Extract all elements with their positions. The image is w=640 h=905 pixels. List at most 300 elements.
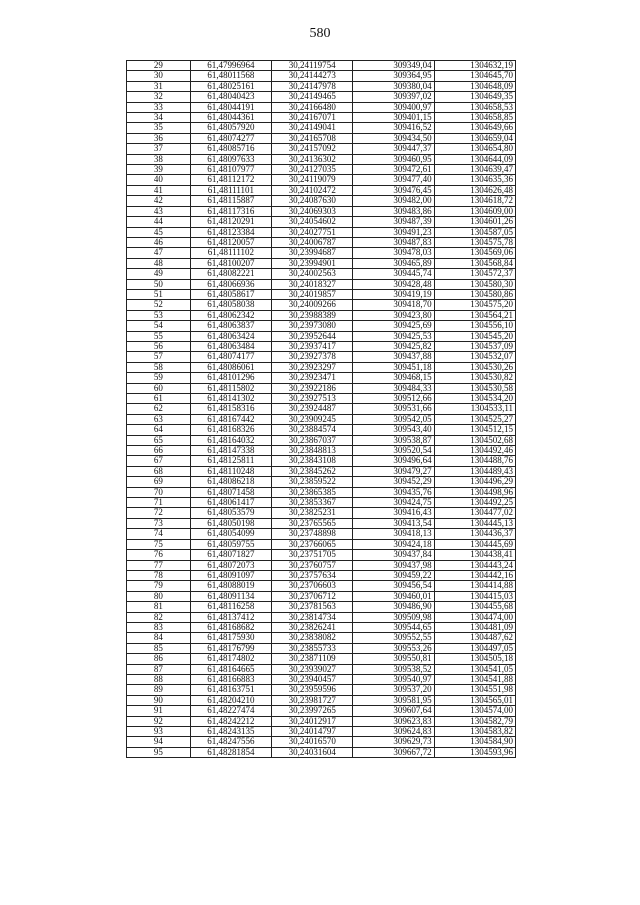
x-coordinate-cell: 309624,83 <box>353 727 434 737</box>
longitude-cell: 30,24012917 <box>272 716 353 726</box>
longitude-cell: 30,24167071 <box>272 113 353 123</box>
table-row <box>127 394 516 404</box>
table-row <box>127 165 516 175</box>
y-coordinate-cell: 1304658,53 <box>434 102 515 112</box>
table-row <box>127 258 516 268</box>
x-coordinate-cell: 309456,54 <box>353 581 434 591</box>
y-coordinate-cell: 1304497,05 <box>434 643 515 653</box>
x-coordinate-cell: 309581,95 <box>353 695 434 705</box>
point-number-cell: 86 <box>127 654 191 664</box>
y-coordinate-cell: 1304582,79 <box>434 716 515 726</box>
table-row <box>127 373 516 383</box>
longitude-cell: 30,24018327 <box>272 279 353 289</box>
y-coordinate-cell: 1304496,29 <box>434 477 515 487</box>
point-number-cell: 82 <box>127 612 191 622</box>
x-coordinate-cell: 309452,29 <box>353 477 434 487</box>
latitude-cell: 61,48107977 <box>190 165 271 175</box>
point-number-cell: 72 <box>127 508 191 518</box>
longitude-cell: 30,23952644 <box>272 331 353 341</box>
y-coordinate-cell: 1304580,30 <box>434 279 515 289</box>
point-number-cell: 45 <box>127 227 191 237</box>
latitude-cell: 61,48166883 <box>190 674 271 684</box>
x-coordinate-cell: 309425,53 <box>353 331 434 341</box>
y-coordinate-cell: 1304492,46 <box>434 446 515 456</box>
table-row <box>127 81 516 91</box>
x-coordinate-cell: 309540,97 <box>353 674 434 684</box>
table-row <box>127 570 516 580</box>
y-coordinate-cell: 1304551,98 <box>434 685 515 695</box>
longitude-cell: 30,24127035 <box>272 165 353 175</box>
longitude-cell: 30,23924487 <box>272 404 353 414</box>
table-body <box>127 61 516 758</box>
x-coordinate-cell: 309413,54 <box>353 518 434 528</box>
point-number-cell: 89 <box>127 685 191 695</box>
point-number-cell: 74 <box>127 529 191 539</box>
table-row <box>127 102 516 112</box>
point-number-cell: 68 <box>127 466 191 476</box>
table-row <box>127 331 516 341</box>
x-coordinate-cell: 309472,61 <box>353 165 434 175</box>
latitude-cell: 61,48175930 <box>190 633 271 643</box>
y-coordinate-cell: 1304443,24 <box>434 560 515 570</box>
point-number-cell: 77 <box>127 560 191 570</box>
x-coordinate-cell: 309435,76 <box>353 487 434 497</box>
longitude-cell: 30,24016570 <box>272 737 353 747</box>
longitude-cell: 30,24149465 <box>272 92 353 102</box>
y-coordinate-cell: 1304492,25 <box>434 498 515 508</box>
y-coordinate-cell: 1304649,66 <box>434 123 515 133</box>
point-number-cell: 46 <box>127 237 191 247</box>
point-number-cell: 94 <box>127 737 191 747</box>
point-number-cell: 38 <box>127 154 191 164</box>
coordinates-table <box>126 60 516 758</box>
y-coordinate-cell: 1304572,37 <box>434 269 515 279</box>
y-coordinate-cell: 1304436,37 <box>434 529 515 539</box>
longitude-cell: 30,23923471 <box>272 373 353 383</box>
y-coordinate-cell: 1304654,80 <box>434 144 515 154</box>
table-row <box>127 518 516 528</box>
latitude-cell: 61,48137412 <box>190 612 271 622</box>
x-coordinate-cell: 309425,82 <box>353 341 434 351</box>
x-coordinate-cell: 309538,87 <box>353 435 434 445</box>
y-coordinate-cell: 1304512,15 <box>434 425 515 435</box>
latitude-cell: 61,48164665 <box>190 664 271 674</box>
latitude-cell: 61,48123384 <box>190 227 271 237</box>
latitude-cell: 61,48147338 <box>190 446 271 456</box>
y-coordinate-cell: 1304584,90 <box>434 737 515 747</box>
y-coordinate-cell: 1304575,78 <box>434 237 515 247</box>
y-coordinate-cell: 1304532,07 <box>434 352 515 362</box>
table-row <box>127 664 516 674</box>
latitude-cell: 61,48111102 <box>190 248 271 258</box>
x-coordinate-cell: 309550,81 <box>353 654 434 664</box>
latitude-cell: 61,48247556 <box>190 737 271 747</box>
latitude-cell: 61,48115802 <box>190 383 271 393</box>
x-coordinate-cell: 309349,04 <box>353 61 434 71</box>
latitude-cell: 61,48164032 <box>190 435 271 445</box>
point-number-cell: 84 <box>127 633 191 643</box>
table-row <box>127 362 516 372</box>
longitude-cell: 30,24119754 <box>272 61 353 71</box>
table-row <box>127 227 516 237</box>
table-row <box>127 622 516 632</box>
y-coordinate-cell: 1304556,10 <box>434 321 515 331</box>
y-coordinate-cell: 1304530,26 <box>434 362 515 372</box>
point-number-cell: 75 <box>127 539 191 549</box>
y-coordinate-cell: 1304477,02 <box>434 508 515 518</box>
table-row <box>127 477 516 487</box>
latitude-cell: 61,48057920 <box>190 123 271 133</box>
x-coordinate-cell: 309437,98 <box>353 560 434 570</box>
x-coordinate-cell: 309486,90 <box>353 602 434 612</box>
longitude-cell: 30,24147978 <box>272 81 353 91</box>
x-coordinate-cell: 309538,52 <box>353 664 434 674</box>
point-number-cell: 35 <box>127 123 191 133</box>
x-coordinate-cell: 309423,80 <box>353 310 434 320</box>
latitude-cell: 61,48112172 <box>190 175 271 185</box>
latitude-cell: 61,48061417 <box>190 498 271 508</box>
x-coordinate-cell: 309531,66 <box>353 404 434 414</box>
latitude-cell: 61,48082221 <box>190 269 271 279</box>
y-coordinate-cell: 1304541,05 <box>434 664 515 674</box>
longitude-cell: 30,23865385 <box>272 487 353 497</box>
x-coordinate-cell: 309629,73 <box>353 737 434 747</box>
latitude-cell: 61,48058038 <box>190 300 271 310</box>
y-coordinate-cell: 1304525,27 <box>434 414 515 424</box>
point-number-cell: 52 <box>127 300 191 310</box>
y-coordinate-cell: 1304530,82 <box>434 373 515 383</box>
table-row <box>127 602 516 612</box>
longitude-cell: 30,23939027 <box>272 664 353 674</box>
y-coordinate-cell: 1304455,68 <box>434 602 515 612</box>
point-number-cell: 66 <box>127 446 191 456</box>
longitude-cell: 30,23927513 <box>272 394 353 404</box>
y-coordinate-cell: 1304635,36 <box>434 175 515 185</box>
y-coordinate-cell: 1304575,20 <box>434 300 515 310</box>
y-coordinate-cell: 1304545,20 <box>434 331 515 341</box>
longitude-cell: 30,23706712 <box>272 591 353 601</box>
table-row <box>127 498 516 508</box>
x-coordinate-cell: 309447,37 <box>353 144 434 154</box>
x-coordinate-cell: 309434,50 <box>353 133 434 143</box>
longitude-cell: 30,23760757 <box>272 560 353 570</box>
table-row <box>127 61 516 71</box>
latitude-cell: 61,48044361 <box>190 113 271 123</box>
latitude-cell: 61,48050198 <box>190 518 271 528</box>
point-number-cell: 73 <box>127 518 191 528</box>
longitude-cell: 30,24149041 <box>272 123 353 133</box>
x-coordinate-cell: 309537,20 <box>353 685 434 695</box>
latitude-cell: 61,48074177 <box>190 352 271 362</box>
table-row <box>127 144 516 154</box>
x-coordinate-cell: 309487,83 <box>353 237 434 247</box>
x-coordinate-cell: 309460,01 <box>353 591 434 601</box>
longitude-cell: 30,23848813 <box>272 446 353 456</box>
latitude-cell: 61,48158316 <box>190 404 271 414</box>
latitude-cell: 61,48053579 <box>190 508 271 518</box>
point-number-cell: 92 <box>127 716 191 726</box>
x-coordinate-cell: 309476,45 <box>353 185 434 195</box>
latitude-cell: 61,48025161 <box>190 81 271 91</box>
table-row <box>127 414 516 424</box>
table-row <box>127 747 516 757</box>
longitude-cell: 30,24136302 <box>272 154 353 164</box>
longitude-cell: 30,23884574 <box>272 425 353 435</box>
longitude-cell: 30,24054602 <box>272 217 353 227</box>
latitude-cell: 61,48281854 <box>190 747 271 757</box>
x-coordinate-cell: 309487,39 <box>353 217 434 227</box>
table-row <box>127 113 516 123</box>
point-number-cell: 67 <box>127 456 191 466</box>
y-coordinate-cell: 1304488,76 <box>434 456 515 466</box>
table-row <box>127 529 516 539</box>
latitude-cell: 61,48062342 <box>190 310 271 320</box>
table-row <box>127 71 516 81</box>
table-row <box>127 196 516 206</box>
point-number-cell: 93 <box>127 727 191 737</box>
y-coordinate-cell: 1304481,09 <box>434 622 515 632</box>
point-number-cell: 33 <box>127 102 191 112</box>
table-row <box>127 550 516 560</box>
y-coordinate-cell: 1304415,03 <box>434 591 515 601</box>
longitude-cell: 30,24157092 <box>272 144 353 154</box>
longitude-cell: 30,23766065 <box>272 539 353 549</box>
table-row <box>127 289 516 299</box>
x-coordinate-cell: 309482,00 <box>353 196 434 206</box>
latitude-cell: 61,48117316 <box>190 206 271 216</box>
x-coordinate-cell: 309419,19 <box>353 289 434 299</box>
y-coordinate-cell: 1304445,69 <box>434 539 515 549</box>
longitude-cell: 30,23751705 <box>272 550 353 560</box>
y-coordinate-cell: 1304474,00 <box>434 612 515 622</box>
table-row <box>127 612 516 622</box>
longitude-cell: 30,24166480 <box>272 102 353 112</box>
x-coordinate-cell: 309468,15 <box>353 373 434 383</box>
longitude-cell: 30,23814734 <box>272 612 353 622</box>
x-coordinate-cell: 309416,52 <box>353 123 434 133</box>
x-coordinate-cell: 309437,88 <box>353 352 434 362</box>
point-number-cell: 85 <box>127 643 191 653</box>
latitude-cell: 61,48163751 <box>190 685 271 695</box>
latitude-cell: 61,48086218 <box>190 477 271 487</box>
x-coordinate-cell: 309465,89 <box>353 258 434 268</box>
longitude-cell: 30,24006787 <box>272 237 353 247</box>
latitude-cell: 61,48167442 <box>190 414 271 424</box>
latitude-cell: 61,48063424 <box>190 331 271 341</box>
longitude-cell: 30,23940457 <box>272 674 353 684</box>
y-coordinate-cell: 1304445,13 <box>434 518 515 528</box>
table-row <box>127 727 516 737</box>
latitude-cell: 61,48044191 <box>190 102 271 112</box>
point-number-cell: 31 <box>127 81 191 91</box>
point-number-cell: 49 <box>127 269 191 279</box>
longitude-cell: 30,23706603 <box>272 581 353 591</box>
longitude-cell: 30,23748898 <box>272 529 353 539</box>
point-number-cell: 40 <box>127 175 191 185</box>
x-coordinate-cell: 309451,18 <box>353 362 434 372</box>
table-row <box>127 508 516 518</box>
longitude-cell: 30,23994901 <box>272 258 353 268</box>
table-row <box>127 487 516 497</box>
point-number-cell: 42 <box>127 196 191 206</box>
longitude-cell: 30,23923297 <box>272 362 353 372</box>
table-row <box>127 175 516 185</box>
point-number-cell: 65 <box>127 435 191 445</box>
x-coordinate-cell: 309543,40 <box>353 425 434 435</box>
longitude-cell: 30,23826241 <box>272 622 353 632</box>
x-coordinate-cell: 309400,97 <box>353 102 434 112</box>
x-coordinate-cell: 309460,95 <box>353 154 434 164</box>
longitude-cell: 30,24102472 <box>272 185 353 195</box>
y-coordinate-cell: 1304632,19 <box>434 61 515 71</box>
latitude-cell: 61,48125811 <box>190 456 271 466</box>
point-number-cell: 57 <box>127 352 191 362</box>
table-row <box>127 706 516 716</box>
longitude-cell: 30,23757634 <box>272 570 353 580</box>
y-coordinate-cell: 1304537,09 <box>434 341 515 351</box>
longitude-cell: 30,23859522 <box>272 477 353 487</box>
latitude-cell: 61,48071458 <box>190 487 271 497</box>
point-number-cell: 47 <box>127 248 191 258</box>
point-number-cell: 88 <box>127 674 191 684</box>
x-coordinate-cell: 309424,75 <box>353 498 434 508</box>
x-coordinate-cell: 309418,70 <box>353 300 434 310</box>
point-number-cell: 70 <box>127 487 191 497</box>
longitude-cell: 30,23838082 <box>272 633 353 643</box>
y-coordinate-cell: 1304442,16 <box>434 570 515 580</box>
latitude-cell: 61,48204210 <box>190 695 271 705</box>
table-row <box>127 279 516 289</box>
point-number-cell: 53 <box>127 310 191 320</box>
y-coordinate-cell: 1304583,82 <box>434 727 515 737</box>
y-coordinate-cell: 1304648,09 <box>434 81 515 91</box>
y-coordinate-cell: 1304587,05 <box>434 227 515 237</box>
table-row <box>127 341 516 351</box>
latitude-cell: 61,48174802 <box>190 654 271 664</box>
longitude-cell: 30,24144273 <box>272 71 353 81</box>
point-number-cell: 29 <box>127 61 191 71</box>
table-row <box>127 560 516 570</box>
longitude-cell: 30,24014797 <box>272 727 353 737</box>
x-coordinate-cell: 309459,22 <box>353 570 434 580</box>
point-number-cell: 90 <box>127 695 191 705</box>
latitude-cell: 61,48120057 <box>190 237 271 247</box>
table-row <box>127 466 516 476</box>
x-coordinate-cell: 309445,74 <box>353 269 434 279</box>
x-coordinate-cell: 309437,84 <box>353 550 434 560</box>
point-number-cell: 95 <box>127 747 191 757</box>
y-coordinate-cell: 1304502,68 <box>434 435 515 445</box>
longitude-cell: 30,24031604 <box>272 747 353 757</box>
point-number-cell: 36 <box>127 133 191 143</box>
latitude-cell: 61,48242212 <box>190 716 271 726</box>
latitude-cell: 61,48116258 <box>190 602 271 612</box>
y-coordinate-cell: 1304626,48 <box>434 185 515 195</box>
y-coordinate-cell: 1304639,47 <box>434 165 515 175</box>
longitude-cell: 30,24087630 <box>272 196 353 206</box>
longitude-cell: 30,23843108 <box>272 456 353 466</box>
x-coordinate-cell: 309512,66 <box>353 394 434 404</box>
table-row <box>127 425 516 435</box>
table-row <box>127 123 516 133</box>
latitude-cell: 61,48120291 <box>190 217 271 227</box>
point-number-cell: 30 <box>127 71 191 81</box>
point-number-cell: 34 <box>127 113 191 123</box>
table-row <box>127 248 516 258</box>
y-coordinate-cell: 1304568,84 <box>434 258 515 268</box>
point-number-cell: 37 <box>127 144 191 154</box>
point-number-cell: 91 <box>127 706 191 716</box>
table-row <box>127 446 516 456</box>
table-row <box>127 269 516 279</box>
latitude-cell: 61,48071827 <box>190 550 271 560</box>
table-row <box>127 591 516 601</box>
point-number-cell: 55 <box>127 331 191 341</box>
table-row <box>127 383 516 393</box>
longitude-cell: 30,24119079 <box>272 175 353 185</box>
x-coordinate-cell: 309552,55 <box>353 633 434 643</box>
point-number-cell: 81 <box>127 602 191 612</box>
table-row <box>127 352 516 362</box>
table-row <box>127 206 516 216</box>
latitude-cell: 61,48100207 <box>190 258 271 268</box>
latitude-cell: 61,48110248 <box>190 466 271 476</box>
y-coordinate-cell: 1304438,41 <box>434 550 515 560</box>
y-coordinate-cell: 1304541,88 <box>434 674 515 684</box>
longitude-cell: 30,24009266 <box>272 300 353 310</box>
point-number-cell: 71 <box>127 498 191 508</box>
table-row <box>127 321 516 331</box>
y-coordinate-cell: 1304593,96 <box>434 747 515 757</box>
x-coordinate-cell: 309428,48 <box>353 279 434 289</box>
table-row <box>127 133 516 143</box>
x-coordinate-cell: 309397,02 <box>353 92 434 102</box>
longitude-cell: 30,23927378 <box>272 352 353 362</box>
table-row <box>127 643 516 653</box>
longitude-cell: 30,23973080 <box>272 321 353 331</box>
longitude-cell: 30,23853367 <box>272 498 353 508</box>
x-coordinate-cell: 309416,43 <box>353 508 434 518</box>
y-coordinate-cell: 1304534,20 <box>434 394 515 404</box>
point-number-cell: 56 <box>127 341 191 351</box>
latitude-cell: 61,48072073 <box>190 560 271 570</box>
point-number-cell: 83 <box>127 622 191 632</box>
table-row <box>127 310 516 320</box>
longitude-cell: 30,23909245 <box>272 414 353 424</box>
x-coordinate-cell: 309479,27 <box>353 466 434 476</box>
longitude-cell: 30,24019857 <box>272 289 353 299</box>
x-coordinate-cell: 309607,64 <box>353 706 434 716</box>
latitude-cell: 61,48101296 <box>190 373 271 383</box>
y-coordinate-cell: 1304487,62 <box>434 633 515 643</box>
y-coordinate-cell: 1304649,35 <box>434 92 515 102</box>
point-number-cell: 39 <box>127 165 191 175</box>
x-coordinate-cell: 309484,33 <box>353 383 434 393</box>
latitude-cell: 61,48085716 <box>190 144 271 154</box>
point-number-cell: 79 <box>127 581 191 591</box>
table-row <box>127 237 516 247</box>
y-coordinate-cell: 1304530,58 <box>434 383 515 393</box>
x-coordinate-cell: 309418,13 <box>353 529 434 539</box>
x-coordinate-cell: 309477,40 <box>353 175 434 185</box>
longitude-cell: 30,23855733 <box>272 643 353 653</box>
latitude-cell: 61,48168682 <box>190 622 271 632</box>
x-coordinate-cell: 309544,65 <box>353 622 434 632</box>
table-row <box>127 217 516 227</box>
latitude-cell: 61,48011568 <box>190 71 271 81</box>
longitude-cell: 30,23845262 <box>272 466 353 476</box>
y-coordinate-cell: 1304658,85 <box>434 113 515 123</box>
